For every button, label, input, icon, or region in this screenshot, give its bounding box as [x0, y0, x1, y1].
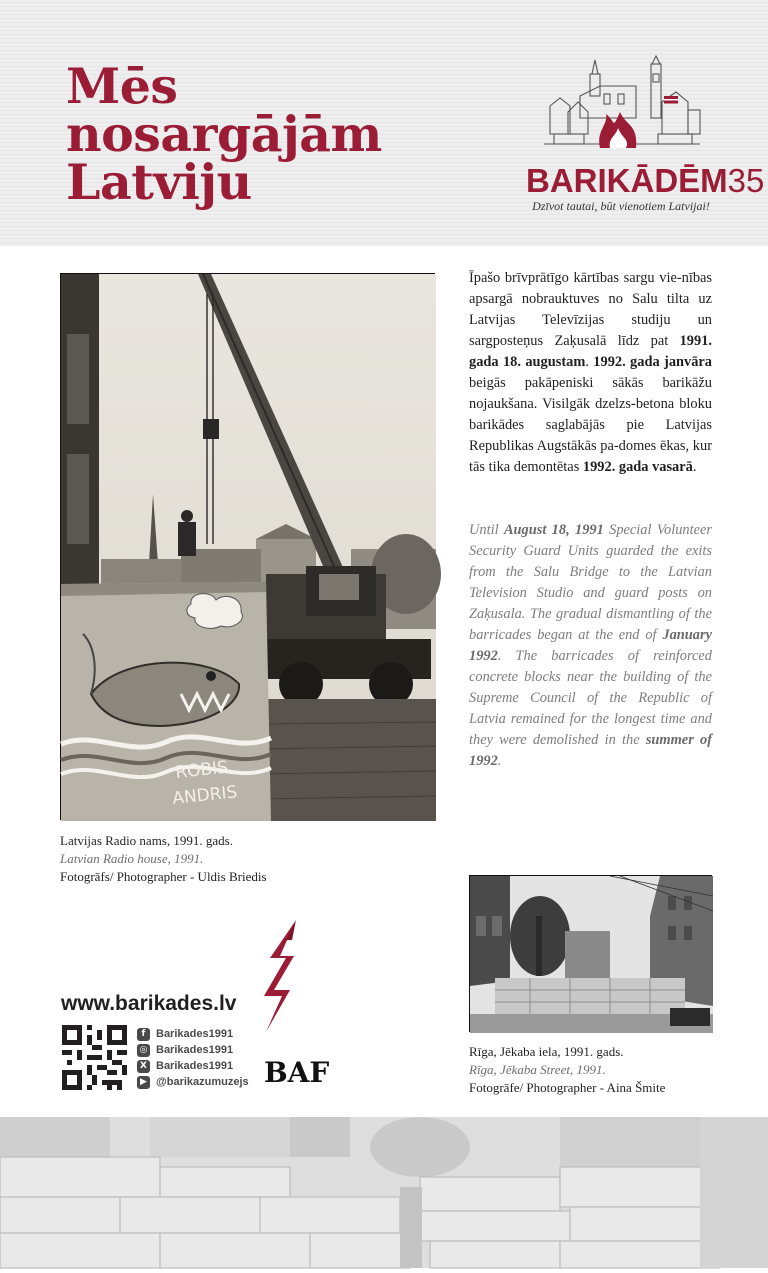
title-line-3: Latviju — [66, 153, 252, 211]
lv-date-3: 1992. gada vasarā — [582, 459, 693, 475]
page-title — [66, 57, 382, 211]
title-line-1: Mēs — [66, 57, 178, 115]
barricade-backdrop-illustration — [0, 1117, 768, 1268]
instagram-icon: ◎ — [137, 1044, 150, 1057]
small-photo-jekaba-street — [469, 875, 712, 1032]
en-text-part-3: . The barricades of reinforced concrete blocks near the building of the Supreme Council of the Republic of Latvia remained for the longest time and they were demolished in the — [469, 648, 712, 748]
latvian-body-text — [469, 268, 712, 478]
barikadem35-logo — [526, 56, 765, 226]
en-text-part-4: . — [497, 753, 502, 769]
logo-wordmark — [526, 162, 765, 200]
title-line-2: nosargājām — [66, 105, 382, 163]
lv-text-part-3: beigās pakāpeniski sākās barikāžu nojaukšana. Visilgāk dzelzs-betona bloku barikādes saglabājās pie Latvijas Republikas Augstākās pa-domes ēkas, kur tās tika demontētas — [469, 375, 712, 475]
lv-text-part-1: Īpašo brīvprātīgo kārtības sargu vie-nības apsargā nobrauktuves no Salu tilta uz Latvijas Televīzijas studiju un sargposteņus Zaķusalā līdz pat — [469, 270, 712, 349]
en-text-part-2: Special Volunteer Security Guard Units guarded the exits from the Salu Bridge to the Latvian Television Studio and guard posts on Zaķusala. The gradual dismantling of the barricades began at the end of — [469, 522, 712, 643]
main-photo-credit: Fotogrāfs/ Photographer - Uldis Briedis — [60, 869, 267, 884]
jekaba-street-photo-illustration — [470, 876, 713, 1033]
social-label: Barikades1991 — [156, 1060, 234, 1072]
social-youtube[interactable] — [137, 1074, 249, 1090]
baf-logo — [256, 918, 330, 1095]
social-instagram[interactable] — [137, 1042, 249, 1058]
qr-code-icon — [62, 1025, 127, 1090]
logo-number: 35 — [727, 162, 765, 199]
social-facebook[interactable] — [137, 1026, 249, 1042]
en-text-part-1: Until — [469, 522, 504, 538]
lv-date-1: 1991. gada 18. augustam — [469, 333, 712, 370]
youtube-icon: ▶ — [137, 1076, 150, 1089]
social-label: Barikades1991 — [156, 1028, 234, 1040]
social-label: @barikazumuzejs — [156, 1076, 249, 1088]
small-caption-en: Rīga, Jēkaba Street, 1991. — [469, 1062, 606, 1077]
facebook-icon: f — [137, 1028, 150, 1041]
graffiti-word-2: ANDRIS — [171, 782, 239, 809]
baf-flame-logo-icon — [256, 918, 330, 1090]
radio-house-photo-illustration — [61, 274, 436, 821]
x-icon: X — [137, 1060, 150, 1073]
small-photo-credit: Fotogrāfe/ Photographer - Aina Šmite — [469, 1080, 666, 1095]
main-photo-radio-house — [60, 273, 435, 820]
small-caption-lv: Rīga, Jēkaba iela, 1991. gads. — [469, 1044, 624, 1059]
logo-slogan: Dzīvot tautai, būt vienotiem Latvijai! — [532, 199, 710, 213]
social-x[interactable] — [137, 1058, 249, 1074]
qr-code[interactable] — [62, 1025, 127, 1090]
small-photo-caption — [469, 1043, 729, 1097]
en-date-3: summer of 1992 — [469, 732, 712, 769]
lv-text-part-4: . — [692, 459, 697, 475]
social-links — [137, 1026, 249, 1090]
old-riga-skyline-icon — [540, 56, 702, 156]
website-link[interactable]: www.barikades.lv — [61, 992, 237, 1015]
main-photo-caption — [60, 832, 360, 886]
logo-word: BARIKĀDĒM — [526, 162, 728, 199]
social-label: Barikades1991 — [156, 1044, 234, 1056]
english-body-text — [469, 520, 712, 772]
header-band — [0, 0, 768, 246]
graffiti-word-1: ROBIS — [174, 757, 229, 783]
main-caption-lv: Latvijas Radio nams, 1991. gads. — [60, 833, 233, 848]
baf-text: BAF — [264, 1056, 330, 1089]
lv-text-part-2: . — [585, 354, 594, 370]
lv-date-2: 1992. gada janvāra — [593, 354, 712, 370]
en-date-1: August 18, 1991 — [503, 522, 604, 538]
bottom-barricade-image — [0, 1117, 768, 1268]
main-caption-en: Latvian Radio house, 1991. — [60, 851, 204, 866]
en-date-2: January 1992 — [469, 627, 712, 664]
